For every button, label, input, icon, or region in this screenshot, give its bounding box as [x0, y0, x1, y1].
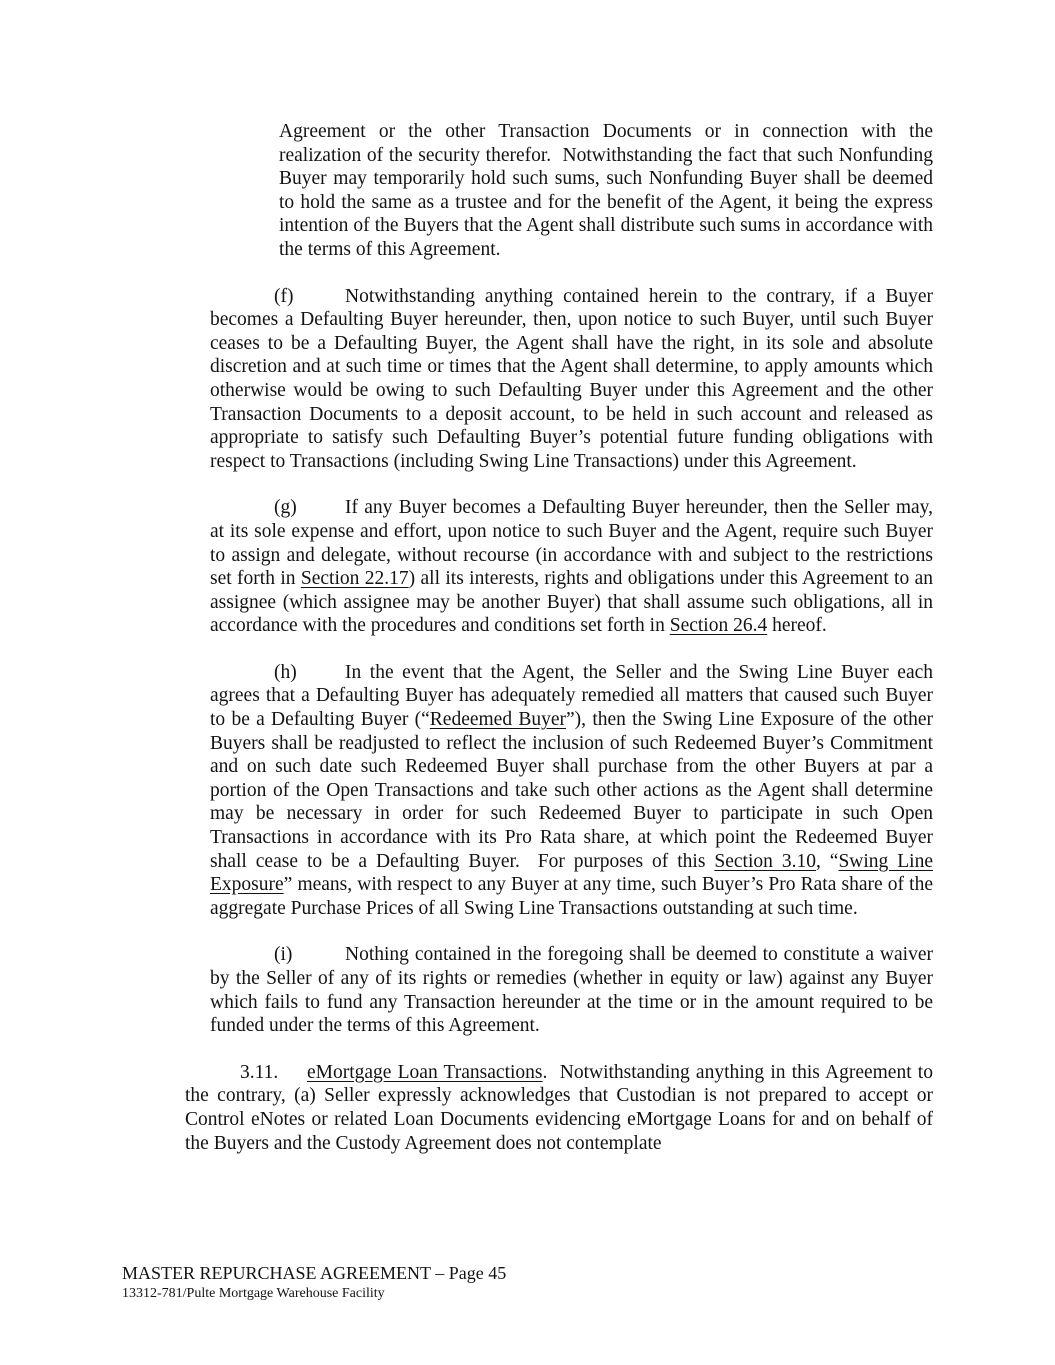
paragraph-section-3-11: [185, 1061, 933, 1155]
underlined-term: eMortgage Loan Transactions: [307, 1061, 543, 1083]
underlined-term: Section 22.17: [300, 568, 409, 590]
text-segment: ” means, with respect to any Buyer at any time, such Buyer’s Pro Rata share of the aggregate Purchase Prices of all Swing Line Transactions outstanding at such time.: [210, 874, 933, 919]
paragraph-g: [210, 496, 933, 638]
underlined-term: Redeemed Buyer: [429, 709, 567, 731]
footer-matter-reference: 13312-781/Pulte Mortgage Warehouse Facility: [122, 1286, 385, 1301]
text-segment: hereof.: [767, 615, 827, 637]
document-page: [185, 120, 933, 1155]
paragraph-continuation: [279, 120, 933, 262]
underlined-term: Swing Line Exposure: [210, 850, 933, 896]
paragraph-i: [210, 943, 933, 1037]
section-3-11-number: 3.11.: [240, 1061, 279, 1083]
text-segment: . Notwithstanding anything in this Agreement to the contrary, (a) Seller expressly acknowledges that Custodian is not prepared to accept or Control eNotes or related Loan Documents evidencing eMortgage Loans for and on behalf of the Buyers and the Custody Agreement does not contemplate: [185, 1061, 933, 1154]
paragraph-continuation-text: [279, 121, 933, 260]
paragraph-f-label: (f): [274, 285, 294, 307]
underlined-term: Section 26.4: [669, 615, 768, 637]
paragraph-h-label: (h): [274, 661, 297, 683]
text-segment: Notwithstanding anything contained herein to the contrary, if a Buyer becomes a Defaulting Buyer hereunder, then, upon notice to such Buyer, until such Buyer ceases to be a Defaulting Buyer, the Agent shall have the right, in its sole and absolute discretion and at such time or times that the Agent shall determine, to apply amounts which otherwise would be owing to such Defaulting Buyer under this Agreement and the other Transaction Documents to a deposit account, to be held in such account and released as appropriate to satisfy such Defaulting Buyer’s potential future funding obligations with respect to Transactions (including Swing Line Transactions) under this Agreement.: [210, 285, 933, 472]
text-segment: ) all its interests, rights and obligations under this Agreement to an assignee (which assignee may be another Buyer) that shall assume such obligations, all in accordance with the procedures and conditions set forth in: [210, 568, 933, 637]
paragraph-i-label: (i): [274, 944, 293, 966]
paragraph-f-text: [210, 286, 933, 472]
text-segment: Nothing contained in the foregoing shall be deemed to constitute a waiver by the Seller of any of its rights or remedies (whether in equity or law) against any Buyer which fails to fund any Transaction hereunder at the time or in the amount required to be funded under the terms of this Agreement.: [210, 944, 933, 1037]
paragraph-f: [210, 285, 933, 474]
text-segment: , “: [815, 850, 839, 872]
paragraph-h-text: [210, 662, 933, 919]
text-segment: Agreement or the other Transaction Documents or in connection with the realization of the security therefor. Notwithstanding the fact that such Nonfunding Buyer may temporarily hold such sums, such Nonfunding Buyer shall be deemed to hold the same as a trustee and for the benefit of the Agent, it being the express intention of the Buyers that the Agent shall distribute such sums in accordance with the terms of this Agreement.: [279, 121, 933, 260]
footer-title-page-number: MASTER REPURCHASE AGREEMENT – Page 45: [122, 1263, 507, 1283]
page-footer: [122, 1261, 506, 1302]
paragraph-h: [210, 661, 933, 921]
text-segment: If any Buyer becomes a Defaulting Buyer hereunder, then the Seller may, at its sole expense and effort, upon notice to such Buyer and the Agent, require such Buyer to assign and delegate, without recourse (in accordance with and subject to the restrictions set forth in: [210, 497, 933, 590]
paragraph-g-label: (g): [274, 497, 297, 519]
text-segment: In the event that the Agent, the Seller and the Swing Line Buyer each agrees that a Defaulting Buyer has adequately remedied all matters that caused such Buyer to be a Defaulting Buyer (“: [210, 661, 933, 731]
underlined-term: Section 3.10: [714, 850, 816, 872]
text-segment: ”), then the Swing Line Exposure of the other Buyers shall be readjusted to reflect the inclusion of such Redeemed Buyer’s Commitment and on such date such Redeemed Buyer shall purchase from the other Buyers at par a portion of the Open Transactions and take such other actions as the Agent shall determine may be necessary in order for such Redeemed Buyer to participate in such Open Transactions in accordance with its Pro Rata share, at which point the Redeemed Buyer shall cease to be a Defaulting Buyer. For purposes of this: [210, 709, 934, 872]
